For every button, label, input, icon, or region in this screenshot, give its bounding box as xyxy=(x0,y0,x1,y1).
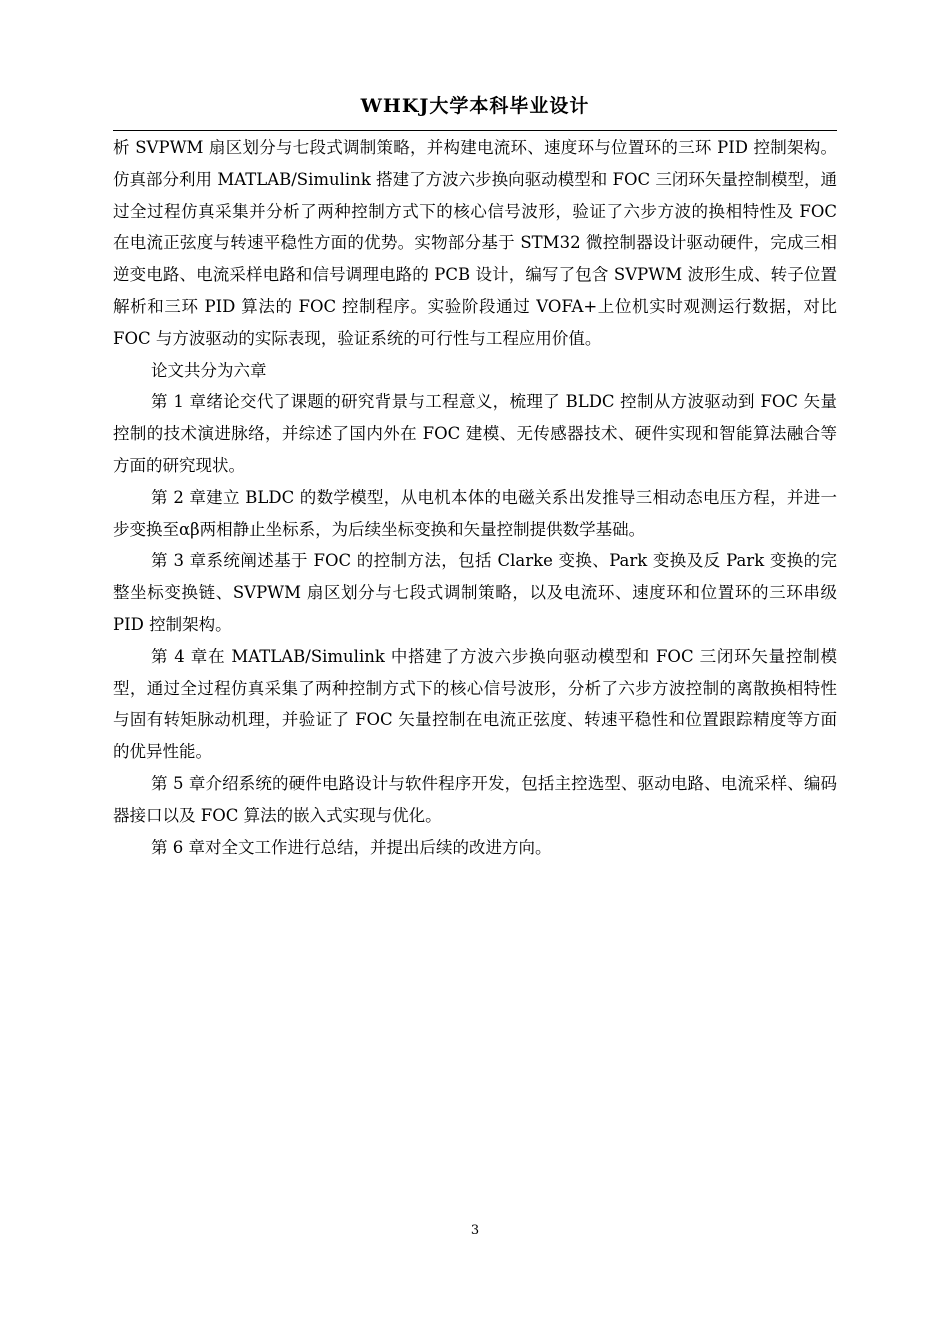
paragraph-chapter-overview: 论文共分为六章 xyxy=(151,360,267,380)
page-header-title: WHKJ大学本科毕业设计 xyxy=(360,95,590,117)
paragraph-chapter-2: 第 2 章建立 BLDC 的数学模型，从电机本体的电磁关系出发推导三相动态电压方程，并进一步变换至αβ两相静止坐标系，为后续坐标变换和矢量控制提供数学基础。 xyxy=(113,487,837,539)
paragraph-chapter-3: 第 3 章系统阐述基于 FOC 的控制方法，包括 Clarke 变换、Park 变换及反 Park 变换的完整坐标变换链、SVPWM 扇区划分与七段式调制策略，以及电流环、速度环和位置环的三环串级 PID 控制架构。 xyxy=(113,551,837,634)
paragraph-continuation: 析 SVPWM 扇区划分与七段式调制策略，并构建电流环、速度环与位置环的三环 PID 控制架构。仿真部分利用 MATLAB/Simulink 搭建了方波六步换向驱动模型和 FOC 三闭环矢量控制模型，通过全过程仿真采集并分析了两种控制方式下的核心信号波形，验证了六步方波的换相特性及 FOC 在电流正弦度与转速平稳性方面的优势。实物部分基于 STM32 微控制器设计驱动硬件，完成三相逆变电路、电流采样电路和信号调理电路的 PCB 设计，编写了包含 SVPWM 波形生成、转子位置解析和三环 PID 算法的 FOC 控制程序。实验阶段通过 VOFA+上位机实时观测运行数据，对比 FOC 与方波驱动的实际表现，验证系统的可行性与工程应用价值。 xyxy=(113,138,837,348)
paragraph-chapter-4: 第 4 章在 MATLAB/Simulink 中搭建了方波六步换向驱动模型和 FOC 三闭环矢量控制模型，通过全过程仿真采集了两种控制方式下的核心信号波形，分析了六步方波控制的离散换相特性与固有转矩脉动机理，并验证了 FOC 矢量控制在电流正弦度、转速平稳性和位置跟踪精度等方面的优异性能。 xyxy=(113,646,837,762)
page-number: 3 xyxy=(470,1223,480,1238)
paragraph-chapter-6: 第 6 章对全文工作进行总结，并提出后续的改进方向。 xyxy=(151,837,552,857)
body-text xyxy=(113,132,837,863)
paragraph-chapter-1: 第 1 章绪论交代了课题的研究背景与工程意义，梳理了 BLDC 控制从方波驱动到 FOC 矢量控制的技术演进脉络，并综述了国内外在 FOC 建模、无传感器技术、硬件实现和智能算法融合等方面的研究现状。 xyxy=(113,392,837,475)
paragraph-chapter-5: 第 5 章介绍系统的硬件电路设计与软件程序开发，包括主控选型、驱动电路、电流采样、编码器接口以及 FOC 算法的嵌入式实现与优化。 xyxy=(113,773,837,825)
header-divider xyxy=(113,130,837,131)
